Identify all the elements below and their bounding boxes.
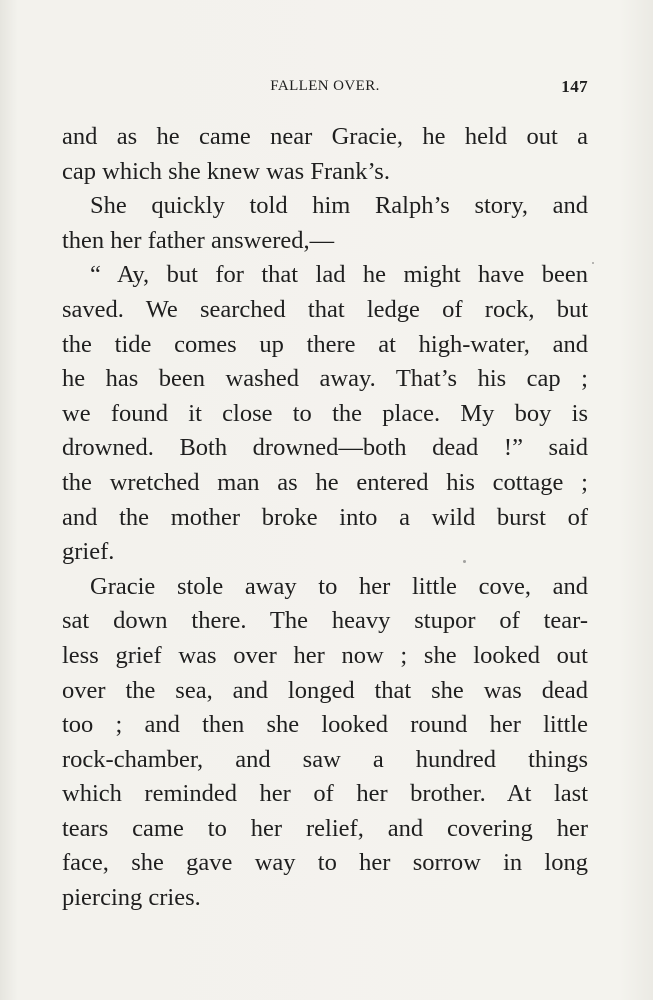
text-line: piercing cries.	[62, 884, 201, 912]
text-line: less grief was over her now ; she looked out	[62, 641, 588, 669]
page-number: 147	[561, 77, 588, 96]
text-line: drowned. Both drowned—both dead !” said	[62, 434, 588, 462]
print-speck	[592, 262, 594, 264]
print-speck	[463, 560, 466, 563]
running-head	[62, 78, 588, 100]
running-title: FALLEN OVER.	[270, 78, 380, 94]
text-line: the wretched man as he entered his cottage ;	[62, 468, 588, 496]
text-line: rock-chamber, and saw a hundred things	[62, 745, 588, 773]
text-line: we found it close to the place. My boy is	[62, 399, 588, 427]
text-line: “ Ay, but for that lad he might have been	[90, 261, 588, 289]
text-line: and the mother broke into a wild burst of	[62, 503, 588, 531]
body-text	[62, 120, 588, 916]
text-line: he has been washed away. That’s his cap ;	[62, 365, 588, 393]
text-line: grief.	[62, 538, 115, 566]
text-line: cap which she knew was Frank’s.	[62, 157, 390, 185]
text-line: sat down there. The heavy stupor of tear-	[62, 607, 588, 635]
text-line: then her father answered,—	[62, 226, 335, 254]
text-line: which reminded her of her brother. At last	[62, 780, 588, 808]
text-line: face, she gave way to her sorrow in long	[62, 849, 588, 877]
text-line: too ; and then she looked round her little	[62, 711, 588, 739]
text-line: She quickly told him Ralph’s story, and	[90, 192, 588, 220]
text-line: Gracie stole away to her little cove, and	[90, 572, 588, 600]
text-line: tears came to her relief, and covering her	[62, 814, 588, 842]
text-line: the tide comes up there at high-water, and	[62, 330, 588, 358]
text-line: and as he came near Gracie, he held out a	[62, 123, 588, 150]
text-line: over the sea, and longed that she was dead	[62, 676, 588, 704]
text-line: saved. We searched that ledge of rock, but	[62, 295, 588, 323]
